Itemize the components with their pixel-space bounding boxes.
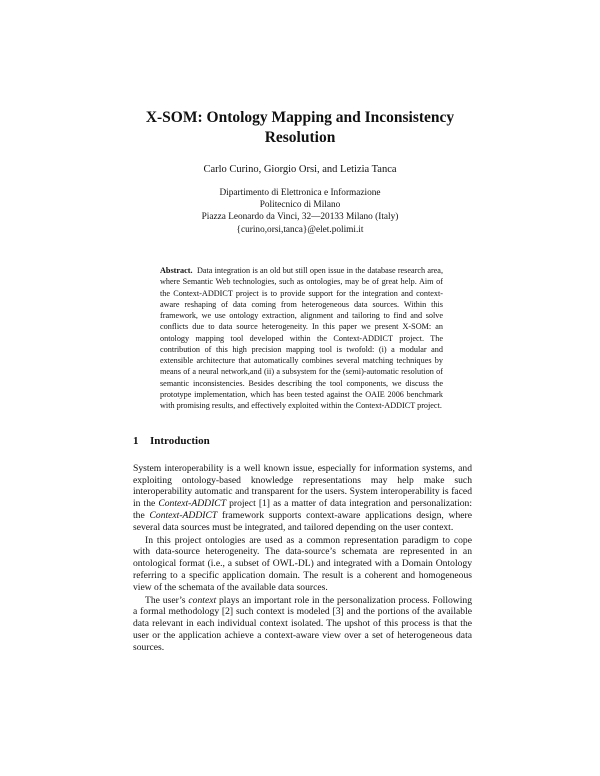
- affiliation-address: Piazza Leonardo da Vinci, 32—20133 Milano (Italy): [201, 212, 399, 223]
- affiliation-block: [150, 187, 450, 236]
- affiliation-department: Dipartimento di Elettronica e Informazione: [219, 188, 381, 198]
- section-heading: [133, 435, 210, 447]
- paragraph-text: framework supports context-aware applications design, where several data sources must be integrated, and tailored depending on the user context.: [133, 509, 472, 533]
- paragraph-text: System interoperability is a well known issue, especially for information systems, and exploiting ontology-based knowledge representations may help make such interoperability automatic and transparent for the users. System interoperability is faced in the: [133, 463, 472, 510]
- abstract-text: Data integration is an old but still open issue in the database research area, where Semantic Web technologies, such as ontologies, may be of great help. Aim of the Context-ADDICT project is to provide support for the integration and context-aware reshaping of data coming from heterogeneous data sources. Within this framework, we use ontology extraction, alignment and tailoring to find and solve conflicts due to data source heterogeneity. In this paper we present X-SOM: an ontology mapping tool developed within the Context-ADDICT project. The contribution of this high precision mapping tool is twofold: (i) a modular and extensible architecture that automatically combines several matching techniques by means of a neural network,and (ii) a subsystem for the (semi)-automatic resolution of semantic inconsistencies. Besides describing the tool components, we discuss the prototype implementation, which has been tested against the OAIE 2006 benchmark with promising results, and effectively exploited within the Context-ADDICT project.: [160, 266, 443, 410]
- paragraph-2: In this project ontologies are used as a common representation paradigm to cope with data-source heterogeneity. The data-source’s schemata are represented in an ontological format (i.e., a subset of OWL-DL) and integrated with a Domain Ontology referring to a specific application domain. The result is a coherent and homogeneous view of the schemata of the available data sources.: [133, 534, 472, 593]
- section-title: Introduction: [150, 435, 210, 447]
- paragraph-3: [133, 595, 472, 654]
- project-name-emphasis: Context-ADDICT: [158, 498, 227, 510]
- abstract: [160, 265, 443, 411]
- paragraph-text: plays an important role in the personalization process. Following a formal methodology [2] such context is modeled [3] and the portions of the available data relevant in each individual context isolated. The upshot of this process is that the user or the application achieve a context-aware view over a set of heterogeneous data sources.: [133, 594, 472, 653]
- section-number: 1: [133, 435, 139, 447]
- paragraph-text: The user’s: [145, 594, 189, 606]
- section-body: [133, 463, 472, 655]
- context-emphasis: context: [188, 594, 217, 606]
- paragraph-text: project [1] as a matter of data integration and personalization: the: [133, 498, 473, 521]
- project-name-emphasis: Context-ADDICT: [149, 509, 218, 521]
- affiliation-institution: Politecnico di Milano: [259, 200, 341, 211]
- author-list: Carlo Curino, Giorgio Orsi, and Letizia Tanca: [203, 164, 397, 175]
- affiliation-email: {curino,orsi,tanca}@elet.polimi.it: [236, 224, 364, 235]
- paper-title: X-SOM: Ontology Mapping and Inconsistency Resolution: [145, 109, 455, 146]
- abstract-label: Abstract.: [160, 266, 193, 275]
- paragraph-1: [133, 463, 472, 533]
